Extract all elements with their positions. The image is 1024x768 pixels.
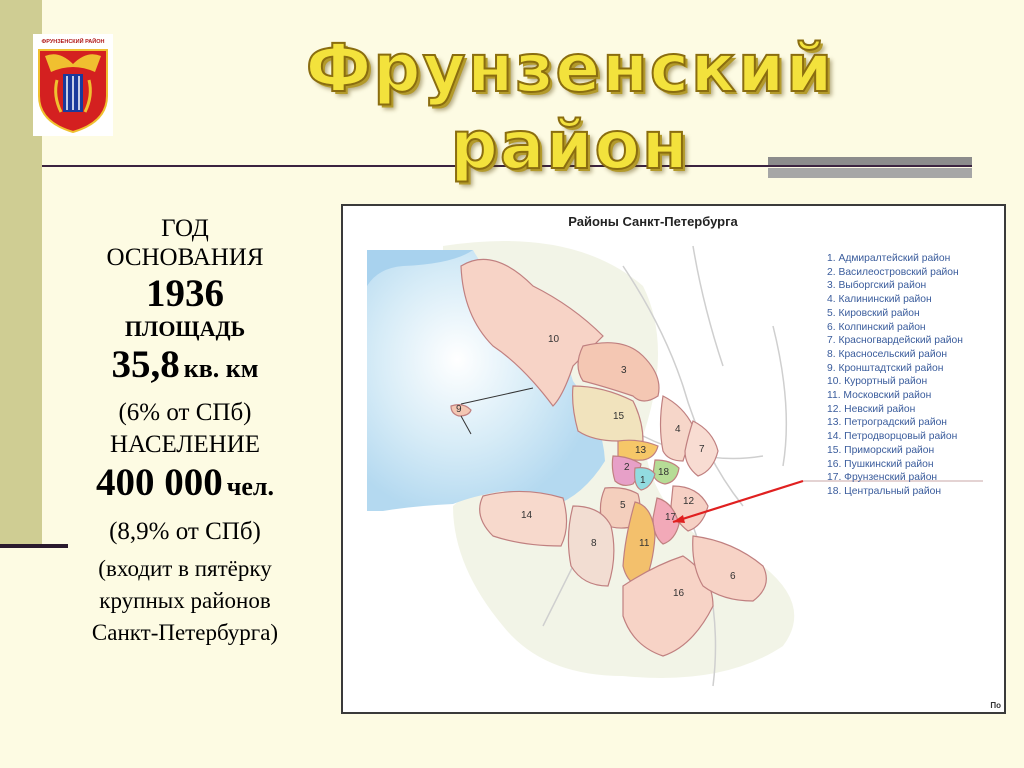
population-line — [60, 461, 310, 516]
label-13: 13 — [635, 445, 647, 456]
note-line1: (входит в пятёрку — [98, 556, 272, 581]
label-10: 10 — [548, 334, 560, 345]
area-label: ПЛОЩАДЬ — [124, 316, 246, 341]
legend-item: 9. Кронштадтский район — [827, 362, 944, 374]
legend-item: 17. Фрунзенский район — [827, 472, 938, 484]
slide-title: Фрунзенский район — [305, 30, 835, 184]
legend-item: 18. Центральный район — [827, 485, 942, 497]
legend-item: 2. Василеостровский район — [827, 266, 959, 278]
label-5: 5 — [620, 500, 626, 511]
label-7: 7 — [699, 444, 705, 455]
district-emblem — [33, 34, 113, 136]
label-15: 15 — [613, 411, 625, 422]
label-6: 6 — [730, 571, 736, 582]
label-18: 18 — [658, 467, 670, 478]
population-unit: чел. — [226, 472, 275, 501]
founded-label-line1: ГОД — [161, 215, 209, 242]
legend-item: 3. Выборгский район — [827, 280, 927, 292]
area-share: (6% от СПб) — [118, 399, 252, 426]
label-4: 4 — [675, 424, 681, 435]
label-2: 2 — [624, 462, 630, 473]
map-title: Районы Санкт-Петербурга — [568, 214, 738, 229]
label-11: 11 — [639, 538, 650, 549]
legend-item: 11. Московский район — [827, 390, 932, 402]
area-line — [60, 343, 310, 397]
legend-item: 14. Петродворцовый район — [827, 431, 958, 443]
legend-item: 16. Пушкинский район — [827, 458, 934, 470]
legend-item: 7. Красногвардейский район — [827, 335, 963, 347]
label-17: 17 — [665, 512, 677, 523]
legend-item: 6. Колпинский район — [827, 321, 926, 333]
legend-item: 5. Кировский район — [827, 307, 920, 319]
label-14: 14 — [521, 510, 533, 521]
legend-item: 15. Приморский район — [827, 444, 935, 456]
legend-item: 4. Калининский район — [827, 294, 932, 306]
legend-item: 12. Невский район — [827, 403, 916, 415]
note-line2: крупных районов — [99, 588, 271, 613]
legend-item: 13. Петроградский район — [827, 417, 947, 429]
legend-item: 8. Красносельский район — [827, 348, 948, 360]
label-8: 8 — [591, 538, 597, 549]
label-12: 12 — [683, 496, 695, 507]
founded-year: 1936 — [146, 272, 224, 315]
label-3: 3 — [621, 365, 627, 376]
label-1: 1 — [640, 475, 646, 486]
note-line3: Санкт-Петербурга) — [91, 620, 279, 645]
side-bar-underline — [0, 544, 68, 548]
legend-item: 10. Курортный район — [827, 376, 928, 388]
label-9: 9 — [456, 404, 462, 415]
founded-label-line2: ОСНОВАНИЯ — [106, 244, 264, 271]
emblem-caption: ФРУНЗЕНСКИЙ РАЙОН — [41, 39, 105, 45]
legend-item: 1. Адмиралтейский район — [827, 253, 951, 264]
district-facts — [60, 214, 310, 648]
map-legend — [827, 252, 963, 499]
map-corner-text: По — [990, 701, 1001, 710]
population-value: 400 000 — [95, 461, 223, 504]
population-label: НАСЕЛЕНИЕ — [109, 431, 261, 458]
area-value: 35,8 — [111, 343, 180, 386]
area-unit: кв. км — [183, 354, 259, 383]
district-map — [341, 204, 1006, 714]
population-share: (8,9% от СПб) — [109, 518, 261, 545]
label-16: 16 — [673, 588, 685, 599]
